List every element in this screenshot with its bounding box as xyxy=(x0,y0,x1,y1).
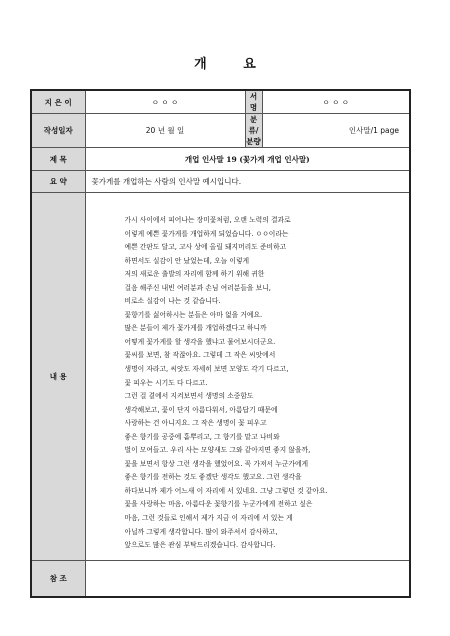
content-label: 내 용 xyxy=(31,193,85,561)
content-line: 저의 새로운 출발의 자리에 함께 하기 위해 귀한 xyxy=(124,270,265,279)
proofreader-label: 서 명 xyxy=(245,90,262,114)
summary-label: 요 약 xyxy=(31,171,85,193)
proofreader-value: ㅇ ㅇ ㅇ xyxy=(262,90,410,114)
content-body xyxy=(85,193,410,561)
content-line: 꽃을 보면서 항상 그런 생각을 했었어요. 꼭 가져서 누군가에게 xyxy=(124,459,309,468)
content-line: 사랑하는 건 아니지요. 그 작은 생명이 꽃 피우고 xyxy=(124,419,267,428)
content-row xyxy=(31,193,410,561)
reference-row xyxy=(31,561,410,597)
content-line: 하다보니까 제가 어느새 이 자리에 서 있네요. 그냥 그렇던 것 같아요. xyxy=(124,486,328,495)
category-label: 분류/분량 xyxy=(246,115,261,146)
author-label: 지 은 이 xyxy=(31,90,85,114)
content-line: 아닐까 그렇게 생각합니다. 많이 와주셔서 감사하고, xyxy=(124,527,278,536)
content-line: 좋은 향기를 공중에 흩뿌리고, 그 향기를 맡고 나비와 xyxy=(124,432,280,441)
summary-row xyxy=(31,171,410,193)
content-line: 마음, 그런 것들로 인해서 제가 지금 이 자리에 서 있는 게 xyxy=(124,514,293,523)
date-row xyxy=(31,114,410,148)
content-line: 벌이 모여들고. 우리 사는 모양새도 그와 같아지면 좋지 않을까, xyxy=(124,446,311,455)
date-label: 작성일자 xyxy=(31,114,85,148)
page-title: 개 요 xyxy=(194,57,272,72)
content-line: 생명이 자라고, 씨앗도 자세히 보면 모양도 각기 다르고, xyxy=(124,365,289,374)
content-line: 좋은 향기를 전하는 것도 좋겠단 생각도 했고요. 그런 생각을 xyxy=(124,473,302,482)
content-line: 어떻게 꽃가게를 할 생각을 했냐고 물어보시더군요. xyxy=(124,337,276,346)
content-text xyxy=(125,214,404,553)
author-row xyxy=(31,90,410,114)
category-value: 인사말/1 page xyxy=(262,114,410,148)
content-line: 그런 걸 곁에서 지켜보면서 생명의 소중함도 xyxy=(124,392,254,401)
title-label: 제 목 xyxy=(31,148,85,171)
content-line: 꽃을 사랑하는 마음, 아름다운 꽃향기를 누군가에게 전하고 싶은 xyxy=(124,500,313,509)
author-value: ㅇ ㅇ ㅇ xyxy=(85,90,245,114)
summary-form-table xyxy=(30,89,411,598)
content-line: 생각해보고, 꽃이 단지 아름다워서, 아름답기 때문에 xyxy=(124,405,278,414)
content-line: 이렇게 예쁜 꽃가게를 개업하게 되었습니다. ㅇㅇ이라는 xyxy=(124,229,289,238)
title-row xyxy=(31,148,410,171)
content-line: 꽃 피우는 시기도 다 다르고. xyxy=(124,378,208,387)
date-value: 20 년 월 일 xyxy=(85,114,245,148)
summary-value: 꽃가게를 개업하는 사람의 인사말 예시입니다. xyxy=(85,171,410,193)
content-line: 꽃씨를 보면, 참 작잖아요. 그렇데 그 작은 씨앗에서 xyxy=(124,351,276,360)
reference-value xyxy=(85,561,410,597)
content-line: 걸음 해주신 내빈 여러분과 손님 여러분들을 보니, xyxy=(124,283,271,292)
content-line: 하면서도 실감이 안 났었는데, 오늘 이렇게 xyxy=(124,256,250,265)
content-line: 예쁜 간판도 달고, 고사 상에 올릴 돼지머리도 준비하고 xyxy=(124,243,287,252)
content-line: 가시 사이에서 피어나는 장미꽃처럼, 오랜 노력의 결과로 xyxy=(124,216,291,224)
content-line: 앞으로도 많은 관심 부탁드리겠습니다. 감사합니다. xyxy=(124,541,276,550)
content-line: 꽃향기를 싫어하시는 분들은 아마 없을 거예요. xyxy=(124,310,263,319)
reference-label: 참 조 xyxy=(31,561,85,597)
content-line: 비로소 실감이 나는 것 같습니다. xyxy=(124,297,221,306)
document-title: 개업 인사말 19 (꽃가게 개업 인사말) xyxy=(85,148,410,171)
content-line: 많은 분들이 제가 꽃가게를 개업하겠다고 하니까 xyxy=(124,324,267,333)
